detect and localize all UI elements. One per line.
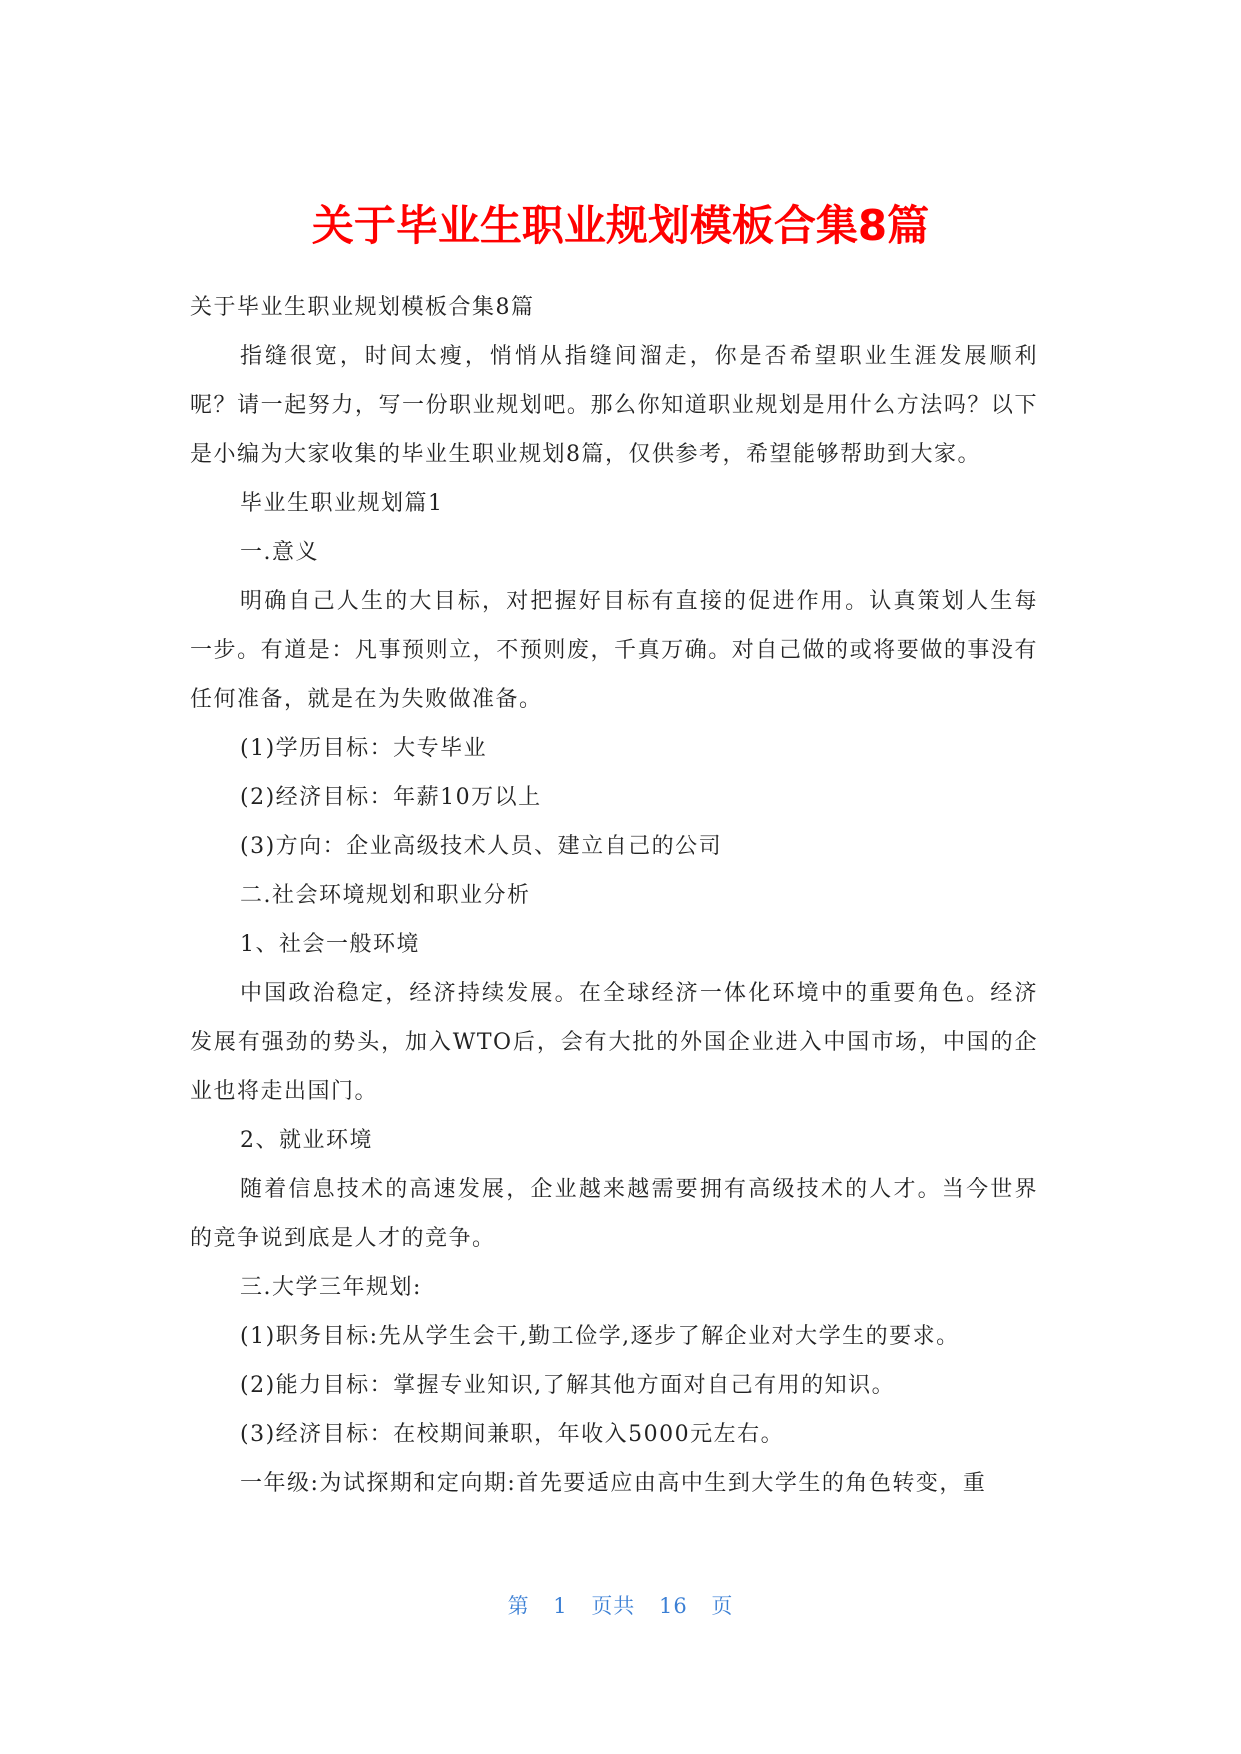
subsection-heading: 2、就业环境 xyxy=(240,1128,373,1153)
page-footer xyxy=(0,1590,1241,1620)
footer-current-page: 1 xyxy=(553,1594,568,1618)
footer-suffix: 页 xyxy=(711,1594,734,1618)
list-item: (1)职务目标:先从学生会干,勤工俭学,逐步了解企业对大学生的要求。 xyxy=(240,1324,960,1349)
section-heading: 三.大学三年规划: xyxy=(240,1275,422,1300)
paragraph: 指缝很宽，时间太瘦，悄悄从指缝间溜走，你是否希望职业生涯发展顺利呢？请一起努力，写一份职业规划吧。那么你知道职业规划是用什么方法吗？以下是小编为大家收集的毕业生职业规划8篇，仅供参考，希望能够帮助到大家。 xyxy=(190,344,1038,467)
footer-total-pages: 16 xyxy=(659,1594,688,1618)
list-item: (3)方向：企业高级技术人员、建立自己的公司 xyxy=(240,834,723,859)
paragraph: 关于毕业生职业规划模板合集8篇 xyxy=(190,295,535,320)
document-body xyxy=(190,283,1038,1508)
list-item: (3)经济目标：在校期间兼职，年收入5000元左右。 xyxy=(240,1422,785,1447)
list-item: (2)能力目标：掌握专业知识,了解其他方面对自己有用的知识。 xyxy=(240,1373,896,1398)
list-item: (1)学历目标：大专毕业 xyxy=(240,736,488,761)
list-item: (2)经济目标：年薪10万以上 xyxy=(240,785,542,810)
footer-prefix: 第 xyxy=(507,1594,530,1618)
paragraph: 随着信息技术的高速发展，企业越来越需要拥有高级技术的人才。当今世界的竞争说到底是人才的竞争。 xyxy=(190,1177,1038,1251)
section-heading: 毕业生职业规划篇1 xyxy=(240,491,444,516)
paragraph: 明确自己人生的大目标，对把握好目标有直接的促进作用。认真策划人生每一步。有道是：凡事预则立，不预则废，千真万确。对自己做的或将要做的事没有任何准备，就是在为失败做准备。 xyxy=(190,589,1038,712)
paragraph: 中国政治稳定，经济持续发展。在全球经济一体化环境中的重要角色。经济发展有强劲的势头，加入WTO后，会有大批的外国企业进入中国市场，中国的企业也将走出国门。 xyxy=(190,981,1038,1104)
section-heading: 一.意义 xyxy=(240,540,319,565)
paragraph: 一年级:为试探期和定向期:首先要适应由高中生到大学生的角色转变，重 xyxy=(240,1471,987,1496)
section-heading: 二.社会环境规划和职业分析 xyxy=(240,883,531,908)
footer-middle: 页共 xyxy=(591,1594,636,1618)
document-title: 关于毕业生职业规划模板合集8篇 xyxy=(311,201,930,250)
subsection-heading: 1、社会一般环境 xyxy=(240,932,420,957)
